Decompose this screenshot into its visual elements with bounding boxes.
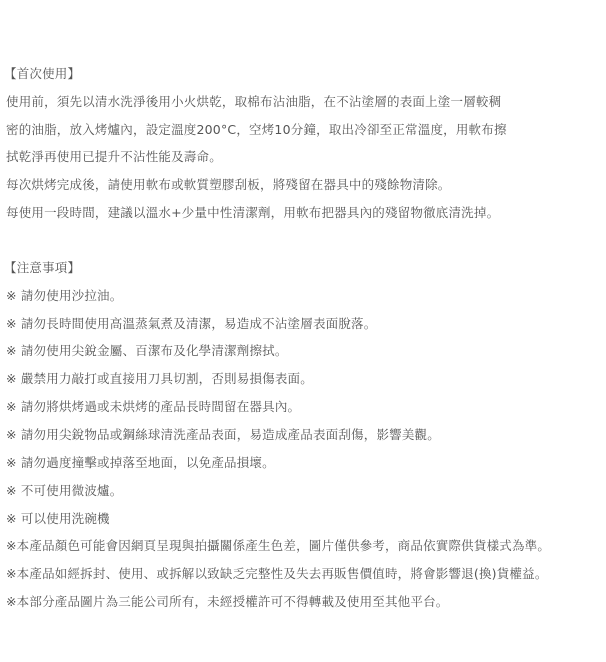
note-item: ※本部分產品圖片為三能公司所有，未經授權許可不得轉載及使用至其他平台。 xyxy=(6,594,449,609)
first-use-line: 每次烘烤完成後，請使用軟布或軟質塑膠刮板，將殘留在器具中的殘餘物清除。 xyxy=(6,177,451,192)
note-item: ※ 請勿用尖銳物品或鋼絲球清洗產品表面，易造成產品表面刮傷，影響美觀。 xyxy=(6,427,440,442)
note-item: ※ 嚴禁用力敲打或直接用刀具切割，否則易損傷表面。 xyxy=(6,371,313,386)
note-item: ※ 可以使用洗碗機 xyxy=(6,511,110,526)
notes-heading: 【注意事項】 xyxy=(4,260,81,275)
note-item: ※ 請勿長時間使用高溫蒸氣煮及清潔，易造成不沾塗層表面脫落。 xyxy=(6,316,377,331)
first-use-line: 密的油脂，放入烤爐內，設定溫度200°C，空烤10分鐘，取出冷卻至正常溫度，用軟布擦 xyxy=(6,122,507,137)
first-use-line: 使用前，須先以清水洗淨後用小火烘乾，取棉布沾油脂，在不沾塗層的表面上塗一層較稠 xyxy=(6,94,502,109)
first-use-heading: 【首次使用】 xyxy=(4,66,81,81)
note-item: ※ 請勿將烘烤過或未烘烤的產品長時間留在器具內。 xyxy=(6,399,301,414)
note-item: ※本產品顏色可能會因網頁呈現與拍攝關係產生色差，圖片僅供參考，商品依實際供貨樣式為準。 xyxy=(6,538,551,553)
first-use-line: 每使用一段時間，建議以溫水+少量中性清潔劑，用軟布把器具內的殘留物徹底清洗掉。 xyxy=(6,205,500,220)
note-item: ※本產品如經拆封、使用、或拆解以致缺乏完整性及失去再販售價值時，將會影響退(換)貨權益。 xyxy=(6,566,548,581)
first-use-line: 拭乾淨再使用已提升不沾性能及壽命。 xyxy=(6,149,222,164)
note-item: ※ 請勿過度撞擊或掉落至地面，以免產品損壞。 xyxy=(6,455,275,470)
note-item: ※ 請勿使用尖銳金屬、百潔布及化學清潔劑擦拭。 xyxy=(6,343,288,358)
note-item: ※ 不可使用微波爐。 xyxy=(6,483,123,498)
note-item: ※ 請勿使用沙拉油。 xyxy=(6,288,123,303)
